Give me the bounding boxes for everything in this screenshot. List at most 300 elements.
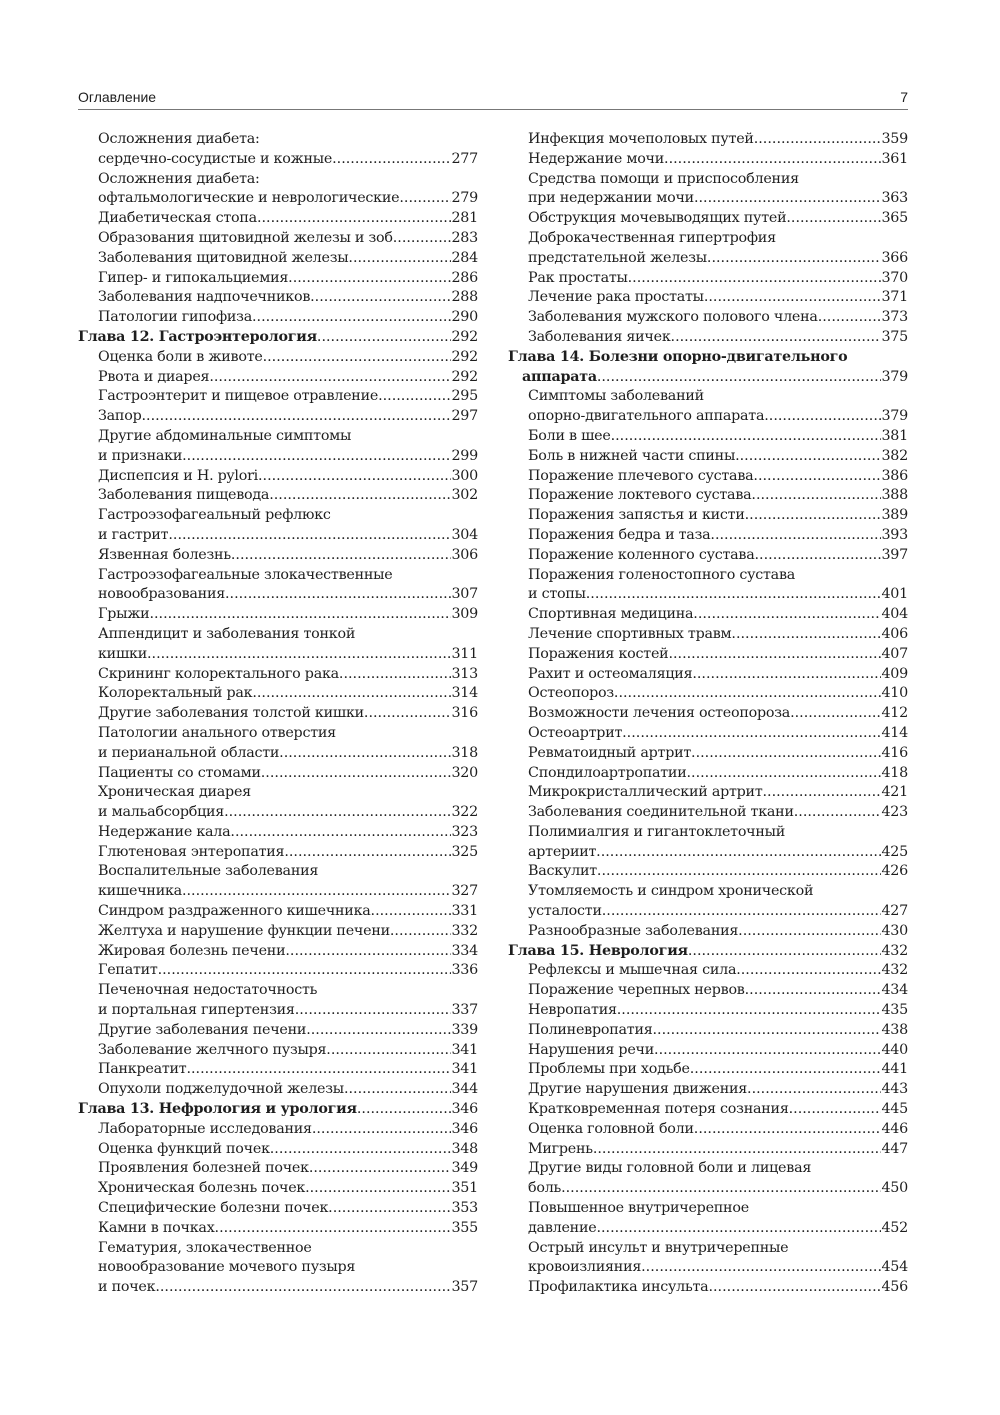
dot-leader xyxy=(261,764,452,784)
toc-page-number: 379 xyxy=(881,368,908,385)
toc-entry xyxy=(508,407,908,427)
toc-entry xyxy=(508,387,908,407)
toc-page-number: 283 xyxy=(451,229,478,246)
dot-leader xyxy=(288,269,451,289)
dot-leader xyxy=(390,922,452,942)
toc-page-number: 434 xyxy=(881,982,908,999)
toc-page-number: 443 xyxy=(881,1081,908,1098)
toc-page-number: 386 xyxy=(881,467,908,484)
dot-leader xyxy=(364,704,452,724)
toc-page-number: 407 xyxy=(881,645,908,662)
toc-entry xyxy=(508,566,908,586)
toc-column-left xyxy=(78,130,478,1298)
running-header xyxy=(78,87,908,110)
dot-leader xyxy=(687,764,882,784)
toc-page-number: 456 xyxy=(881,1279,908,1296)
dot-leader xyxy=(225,585,451,605)
dot-leader xyxy=(653,1021,882,1041)
toc-entry xyxy=(508,882,908,902)
toc-page-number: 438 xyxy=(881,1021,908,1038)
dot-leader xyxy=(561,1179,881,1199)
toc-entry xyxy=(78,981,478,1001)
toc-page-number: 336 xyxy=(451,962,478,979)
toc-page-number: 416 xyxy=(881,744,908,761)
toc-entry-title: новообразования xyxy=(98,586,225,603)
toc-page-number: 341 xyxy=(451,1041,478,1058)
dot-leader xyxy=(312,1120,452,1140)
toc-entry xyxy=(508,1239,908,1259)
toc-entry xyxy=(78,665,478,685)
toc-entry-title: Специфические болезни почек xyxy=(98,1200,329,1217)
toc-page-number: 441 xyxy=(881,1061,908,1078)
toc-entry-title: Боль в нижней части спины xyxy=(528,447,736,464)
toc-entry xyxy=(508,506,908,526)
toc-entry xyxy=(78,605,478,625)
dot-leader xyxy=(597,368,882,388)
dot-leader xyxy=(224,803,451,823)
dot-leader xyxy=(690,1060,882,1080)
toc-entry-title: Оценка головной боли xyxy=(528,1120,694,1137)
toc-page-number: 370 xyxy=(881,269,908,286)
toc-entry xyxy=(78,249,478,269)
toc-entry-title: Инфекция мочеполовых путей xyxy=(528,131,754,147)
toc-entry-title: Острый инсульт и внутричерепные xyxy=(528,1239,789,1256)
toc-page-number: 292 xyxy=(451,368,478,385)
toc-page-number: 295 xyxy=(451,388,478,405)
toc-entry-title: Средства помощи и приспособления xyxy=(528,170,799,187)
toc-page-number: 375 xyxy=(881,328,908,345)
toc-entry-title: Глава 13. Нефрология и урология xyxy=(78,1101,357,1118)
toc-entry-title: Рахит и остеомаляция xyxy=(528,665,693,682)
toc-entry xyxy=(78,150,478,170)
toc-entry-title: и признаки xyxy=(98,447,183,464)
toc-page-number: 292 xyxy=(451,348,478,365)
toc-entry-title: Другие заболевания печени xyxy=(98,1021,307,1038)
toc-entry xyxy=(78,269,478,289)
toc-entry xyxy=(508,1179,908,1199)
toc-page-number: 320 xyxy=(451,764,478,781)
toc-entry-title: кровоизлияния xyxy=(528,1259,642,1276)
toc-entry xyxy=(78,625,478,645)
toc-page-number: 361 xyxy=(881,150,908,167)
toc-page-number: 341 xyxy=(451,1061,478,1078)
toc-entry-title: Кратковременная потеря сознания xyxy=(528,1101,789,1118)
toc-entry-title: Другие нарушения движения xyxy=(528,1081,748,1098)
toc-entry-title: и гастрит xyxy=(98,526,169,543)
toc-entry-title: и мальабсорбция xyxy=(98,804,225,821)
toc-entry-title: Запор xyxy=(98,408,142,425)
toc-entry-title: Печеночная недостаточность xyxy=(98,982,318,999)
dot-leader xyxy=(668,645,881,665)
dot-leader xyxy=(691,744,881,764)
toc-entry-title: Лечение рака простаты xyxy=(528,289,704,306)
toc-entry-title: Лабораторные исследования xyxy=(98,1120,312,1137)
dot-leader xyxy=(790,704,881,724)
dot-leader xyxy=(149,605,451,625)
toc-entry xyxy=(78,467,478,487)
toc-entry-title: сердечно-сосудистые и кожные xyxy=(98,150,333,167)
toc-entry xyxy=(78,427,478,447)
toc-page-number: 363 xyxy=(881,190,908,207)
dot-leader xyxy=(641,1258,881,1278)
dot-leader xyxy=(707,249,882,269)
toc-entry-title: Боли в шее xyxy=(528,427,611,444)
toc-entry-title: артериит xyxy=(528,843,597,860)
toc-entry xyxy=(78,1219,478,1239)
toc-entry-title: Образования щитовидной железы и зоб xyxy=(98,229,393,246)
toc-page-number: 331 xyxy=(451,903,478,920)
toc-page-number: 314 xyxy=(451,685,478,702)
dot-leader xyxy=(285,942,451,962)
dot-leader xyxy=(168,526,451,546)
toc-entry xyxy=(508,922,908,942)
toc-entry xyxy=(78,744,478,764)
toc-entry xyxy=(78,862,478,882)
toc-entry xyxy=(508,229,908,249)
toc-entry xyxy=(78,1080,478,1100)
dot-leader xyxy=(279,744,451,764)
toc-entry-title: Гипер- и гипокальциемия xyxy=(98,269,289,286)
dot-leader xyxy=(753,467,881,487)
toc-entry xyxy=(78,1021,478,1041)
toc-entry xyxy=(508,981,908,1001)
toc-page-number: 393 xyxy=(881,526,908,543)
dot-leader xyxy=(252,308,451,328)
dot-leader xyxy=(263,348,452,368)
toc-entry-title: опорно-двигательного аппарата xyxy=(528,408,765,425)
toc-entry xyxy=(78,1258,478,1278)
toc-page-number: 346 xyxy=(451,1101,478,1118)
dot-leader xyxy=(596,843,881,863)
toc-entry-title: Гастроэзофагеальные злокачественные xyxy=(98,566,393,583)
toc-entry xyxy=(508,1258,908,1278)
toc-entry-title: Хроническая диарея xyxy=(98,784,251,801)
toc-entry xyxy=(78,546,478,566)
toc-page-number: 304 xyxy=(451,526,478,543)
toc-entry xyxy=(508,1001,908,1021)
toc-page-number: 452 xyxy=(881,1219,908,1236)
toc-entry xyxy=(78,447,478,467)
toc-page-number: 432 xyxy=(881,962,908,979)
toc-page-number: 423 xyxy=(881,804,908,821)
toc-entry xyxy=(508,308,908,328)
toc-entry-title: Оценка боли в животе xyxy=(98,348,263,365)
toc-entry-title: офтальмологические и неврологические xyxy=(98,190,400,207)
toc-entry-title: Микрокристаллический артрит xyxy=(528,784,763,801)
toc-entry-title: Утомляемость и синдром хронической xyxy=(528,883,814,900)
toc-page-number: 284 xyxy=(451,249,478,266)
toc-entry xyxy=(78,823,478,843)
toc-page-number: 337 xyxy=(451,1002,478,1019)
toc-page-number: 365 xyxy=(881,210,908,227)
toc-entry-title: и перианальной области xyxy=(98,744,280,761)
toc-entry xyxy=(508,645,908,665)
toc-entry-title: Недержание мочи xyxy=(528,150,665,167)
toc-entry-title: новообразование мочевого пузыря xyxy=(98,1259,356,1276)
dot-leader xyxy=(596,1219,881,1239)
dot-leader xyxy=(617,1001,882,1021)
dot-leader xyxy=(317,328,452,348)
toc-page-number: 373 xyxy=(881,309,908,326)
toc-entry-title: и портальная гипертензия xyxy=(98,1002,295,1019)
toc-entry-title: и стопы xyxy=(528,586,586,603)
dot-leader xyxy=(344,1080,452,1100)
toc-entry xyxy=(78,526,478,546)
toc-page-number: 349 xyxy=(451,1160,478,1177)
toc-entry xyxy=(78,684,478,704)
dot-leader xyxy=(155,1278,451,1298)
toc-page-number: 406 xyxy=(881,625,908,642)
toc-entry-title: Разнообразные заболевания xyxy=(528,922,739,939)
toc-page-number: 348 xyxy=(451,1140,478,1157)
toc-entry xyxy=(508,1159,908,1179)
toc-page-number: 427 xyxy=(881,903,908,920)
toc-entry xyxy=(78,170,478,190)
toc-entry xyxy=(78,704,478,724)
toc-entry-title: Проявления болезней почек xyxy=(98,1160,309,1177)
dot-leader xyxy=(182,882,452,902)
toc-entry-title: Заболевания яичек xyxy=(528,328,671,345)
toc-entry-title: Жировая болезнь печени xyxy=(98,942,286,959)
toc-entry-title: Проблемы при ходьбе xyxy=(528,1061,690,1078)
toc-entry xyxy=(78,783,478,803)
toc-entry-title: аппарата xyxy=(522,368,597,385)
toc-entry xyxy=(508,1120,908,1140)
dot-leader xyxy=(736,961,881,981)
dot-leader xyxy=(326,1041,451,1061)
toc-entry xyxy=(78,1140,478,1160)
toc-entry-title: Поражение коленного сустава xyxy=(528,546,755,563)
toc-page-number: 292 xyxy=(451,328,478,345)
toc-entry-title: Поражение локтевого сустава xyxy=(528,487,752,504)
toc-entry-title: Гематурия, злокачественное xyxy=(98,1239,312,1256)
toc-entry-title: Заболевания мужского полового члена xyxy=(528,309,818,326)
toc-entry-title: Аппендицит и заболевания тонкой xyxy=(98,625,356,642)
dot-leader xyxy=(252,684,451,704)
dot-leader xyxy=(257,209,452,229)
toc-entry xyxy=(508,1060,908,1080)
dot-leader xyxy=(671,328,882,348)
toc-entry-title: Васкулит xyxy=(528,863,597,880)
toc-entry-title: Грыжи xyxy=(98,606,150,623)
toc-page-number: 430 xyxy=(881,922,908,939)
toc-entry-title: Поражения бедра и таза xyxy=(528,526,711,543)
toc-page-number: 435 xyxy=(881,1002,908,1019)
toc-entry xyxy=(78,1239,478,1259)
toc-entry-title: Скрининг колоректального рака xyxy=(98,665,339,682)
toc-page-number: 344 xyxy=(451,1081,478,1098)
dot-leader xyxy=(611,427,882,447)
toc-entry xyxy=(508,1140,908,1160)
toc-column-right xyxy=(508,130,908,1298)
toc-entry xyxy=(508,427,908,447)
toc-entry-title: Гастроэзофагеальный рефлюкс xyxy=(98,507,331,524)
toc-page-number: 288 xyxy=(451,289,478,306)
dot-leader xyxy=(393,229,452,249)
toc-entry xyxy=(508,744,908,764)
toc-entry-title: Синдром раздраженного кишечника xyxy=(98,903,371,920)
toc-entry-title: Спортивная медицина xyxy=(528,606,694,623)
toc-entry-title: Спондилоартропатии xyxy=(528,764,687,781)
toc-entry xyxy=(508,1080,908,1100)
toc-entry xyxy=(508,625,908,645)
toc-entry xyxy=(508,1199,908,1219)
toc-entry-title: боль xyxy=(528,1180,562,1197)
toc-page-number: 346 xyxy=(451,1120,478,1137)
toc-page-number: 418 xyxy=(881,764,908,781)
dot-leader xyxy=(694,1120,882,1140)
toc-page-number: 379 xyxy=(881,408,908,425)
toc-entry xyxy=(508,843,908,863)
toc-entry-title: Оценка функций почек xyxy=(98,1140,270,1157)
toc-entry-title: Обструкция мочевыводящих путей xyxy=(528,210,787,227)
dot-leader xyxy=(295,1001,452,1021)
toc-entry xyxy=(508,823,908,843)
toc-entry-title: Заболевания соединительной ткани xyxy=(528,804,794,821)
toc-entry xyxy=(78,922,478,942)
toc-page-number: 401 xyxy=(881,586,908,603)
dot-leader xyxy=(310,288,451,308)
toc-entry xyxy=(78,803,478,823)
toc-page-number: 318 xyxy=(451,744,478,761)
toc-entry-title: Опухоли поджелудочной железы xyxy=(98,1081,344,1098)
toc-entry-title: кишки xyxy=(98,645,147,662)
toc-entry-title: Желтуха и нарушение функции печени xyxy=(98,922,390,939)
dot-leader xyxy=(754,130,882,150)
toc-page-number: 425 xyxy=(881,843,908,860)
toc-page-number: 414 xyxy=(881,724,908,741)
toc-entry xyxy=(78,348,478,368)
dot-leader xyxy=(371,902,452,922)
toc-entry xyxy=(508,1041,908,1061)
toc-chapter-entry xyxy=(78,1100,478,1120)
toc-page-number: 334 xyxy=(451,942,478,959)
toc-entry xyxy=(508,724,908,744)
toc-entry-title: Возможности лечения остеопороза xyxy=(528,705,791,722)
toc-page-number: 300 xyxy=(451,467,478,484)
dot-leader xyxy=(158,961,452,981)
toc-entry-title: Панкреатит xyxy=(98,1061,187,1078)
toc-page-number: 410 xyxy=(881,685,908,702)
toc-entry xyxy=(508,189,908,209)
dot-leader xyxy=(284,843,451,863)
toc-entry-title: Патологии анального отверстия xyxy=(98,724,336,741)
dot-leader xyxy=(270,1140,452,1160)
toc-entry-title: Заболевания надпочечников xyxy=(98,289,311,306)
dot-leader xyxy=(745,981,882,1001)
toc-entry-title: Пациенты со стомами xyxy=(98,764,261,781)
toc-page-number: 297 xyxy=(451,408,478,425)
toc-page-number: 447 xyxy=(881,1140,908,1157)
toc-entry-title: Глава 12. Гастроэнтерология xyxy=(78,328,317,345)
toc-page-number: 432 xyxy=(881,942,908,959)
dot-leader xyxy=(763,783,882,803)
toc-entry xyxy=(508,249,908,269)
toc-entry xyxy=(78,130,478,150)
toc-page-number: 307 xyxy=(451,586,478,603)
dot-leader xyxy=(710,526,881,546)
toc-entry xyxy=(508,902,908,922)
toc-entry xyxy=(78,585,478,605)
toc-entry xyxy=(508,467,908,487)
header-title: Оглавление xyxy=(78,89,157,105)
toc-entry-title: Мигрень xyxy=(528,1140,593,1157)
toc-page-number: 290 xyxy=(451,309,478,326)
dot-leader xyxy=(209,368,451,388)
dot-leader xyxy=(688,942,882,962)
toc-page-number: 332 xyxy=(451,922,478,939)
dot-leader xyxy=(328,1199,451,1219)
toc-entry-title: Диспепсия и H. pylori xyxy=(98,467,258,484)
toc-page-number: 446 xyxy=(881,1120,908,1137)
toc-entry-title: Другие виды головной боли и лицевая xyxy=(528,1160,812,1177)
toc-entry-title: Доброкачественная гипертрофия xyxy=(528,229,776,246)
toc-page-number: 440 xyxy=(881,1041,908,1058)
toc-entry xyxy=(508,328,908,348)
toc-entry-title: Остеопороз xyxy=(528,685,614,702)
toc-page-number: 409 xyxy=(881,665,908,682)
dot-leader xyxy=(258,467,451,487)
toc-entry-title: давление xyxy=(528,1219,597,1236)
toc-entry xyxy=(508,862,908,882)
toc-entry xyxy=(78,506,478,526)
dot-leader xyxy=(357,1100,452,1120)
toc-entry xyxy=(508,1219,908,1239)
dot-leader xyxy=(586,585,882,605)
dot-leader xyxy=(764,407,881,427)
toc-page-number: 311 xyxy=(451,645,478,662)
toc-entry xyxy=(78,1060,478,1080)
dot-leader xyxy=(231,546,452,566)
toc-entry-title: Заболевания пищевода xyxy=(98,487,270,504)
dot-leader xyxy=(147,645,451,665)
dot-leader xyxy=(738,922,881,942)
toc-entry xyxy=(508,783,908,803)
toc-entry-title: Остеоартрит xyxy=(528,724,623,741)
toc-entry-title: Заболевания щитовидной железы xyxy=(98,249,349,266)
toc-entry-title: Глава 15. Неврология xyxy=(508,942,688,959)
toc-entry-title: и почек xyxy=(98,1279,156,1296)
dot-leader xyxy=(622,724,881,744)
toc-entry xyxy=(78,1041,478,1061)
dot-leader xyxy=(269,486,451,506)
dot-leader xyxy=(692,665,881,685)
toc-entry xyxy=(78,566,478,586)
toc-page-number: 323 xyxy=(451,823,478,840)
toc-page-number: 279 xyxy=(451,190,478,207)
toc-entry-title: Камни в почках xyxy=(98,1219,215,1236)
dot-leader xyxy=(378,387,451,407)
toc-entry-title: Поражения запястья и кисти xyxy=(528,507,745,524)
toc-entry xyxy=(508,684,908,704)
toc-entry xyxy=(508,486,908,506)
dot-leader xyxy=(818,308,882,328)
toc-entry-title: Невропатия xyxy=(528,1002,617,1019)
toc-chapter-entry xyxy=(78,328,478,348)
toc-entry-title: Хроническая болезнь почек xyxy=(98,1180,306,1197)
toc-page-number: 412 xyxy=(881,705,908,722)
toc-chapter-entry xyxy=(508,368,908,388)
toc-entry-title: Поражения голеностопного сустава xyxy=(528,566,796,583)
toc-entry xyxy=(78,308,478,328)
toc-entry xyxy=(78,645,478,665)
toc-page-number: 404 xyxy=(881,606,908,623)
toc-entry-title: Лечение спортивных травм xyxy=(528,625,732,642)
dot-leader xyxy=(348,249,451,269)
toc-entry xyxy=(508,209,908,229)
toc-entry-title: Диабетическая стопа xyxy=(98,210,257,227)
toc-entry xyxy=(508,665,908,685)
